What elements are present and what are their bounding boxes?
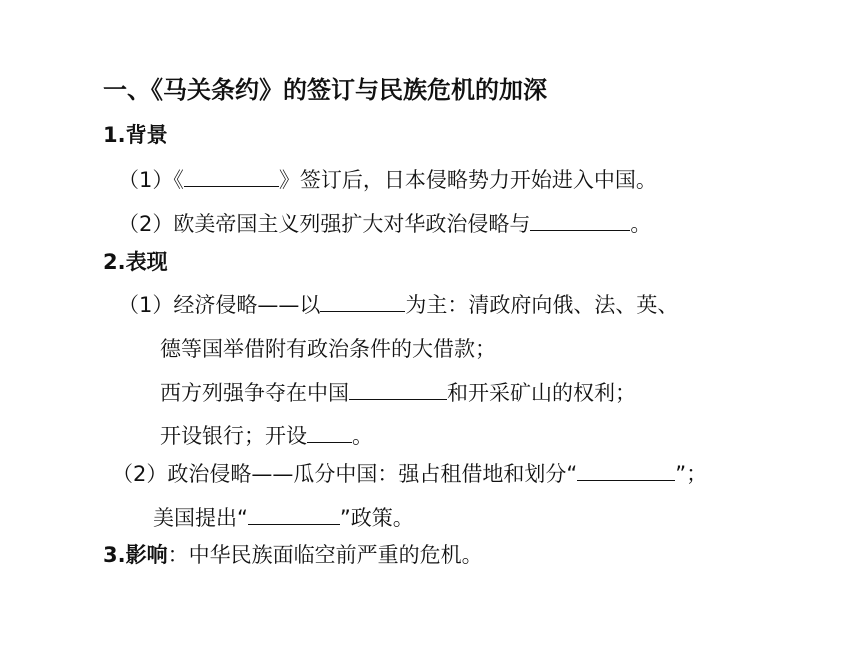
econ-line-1: （1）经济侵略——以 为主：清政府向俄、法、英、 — [118, 289, 678, 320]
section-title: 一、《马关条约》的签订与民族危机的加深 — [103, 76, 547, 104]
background-item-2: （2）欧美帝国主义列强扩大对华政治侵略与 。 — [118, 208, 651, 239]
fill-blank — [577, 458, 675, 481]
econ-line-2: 德等国举借附有政治条件的大借款； — [160, 337, 496, 361]
econ-line-3: 西方列强争夺在中国 和开采矿山的权利； — [160, 377, 636, 408]
impact-text: ：中华民族面临空前严重的危机。 — [167, 543, 483, 567]
impact-heading: 3.影响 — [103, 543, 168, 567]
background-heading: 1.背景 — [103, 123, 168, 147]
fill-blank — [320, 289, 405, 312]
fill-blank — [248, 502, 340, 525]
fill-blank — [184, 164, 279, 187]
fill-blank — [307, 420, 352, 443]
fill-blank — [530, 208, 630, 231]
econ-line-4: 开设银行；开设 。 — [160, 420, 373, 451]
politics-line-2: 美国提出“ ”政策。 — [153, 502, 414, 533]
fill-blank — [349, 377, 447, 400]
politics-line-1: （2）政治侵略——瓜分中国：强占租借地和划分“ ”； — [112, 458, 707, 489]
impact-line — [103, 540, 483, 570]
background-item-1: （1）《 》签订后，日本侵略势力开始进入中国。 — [118, 164, 657, 195]
manifestation-heading: 2.表现 — [103, 250, 168, 274]
